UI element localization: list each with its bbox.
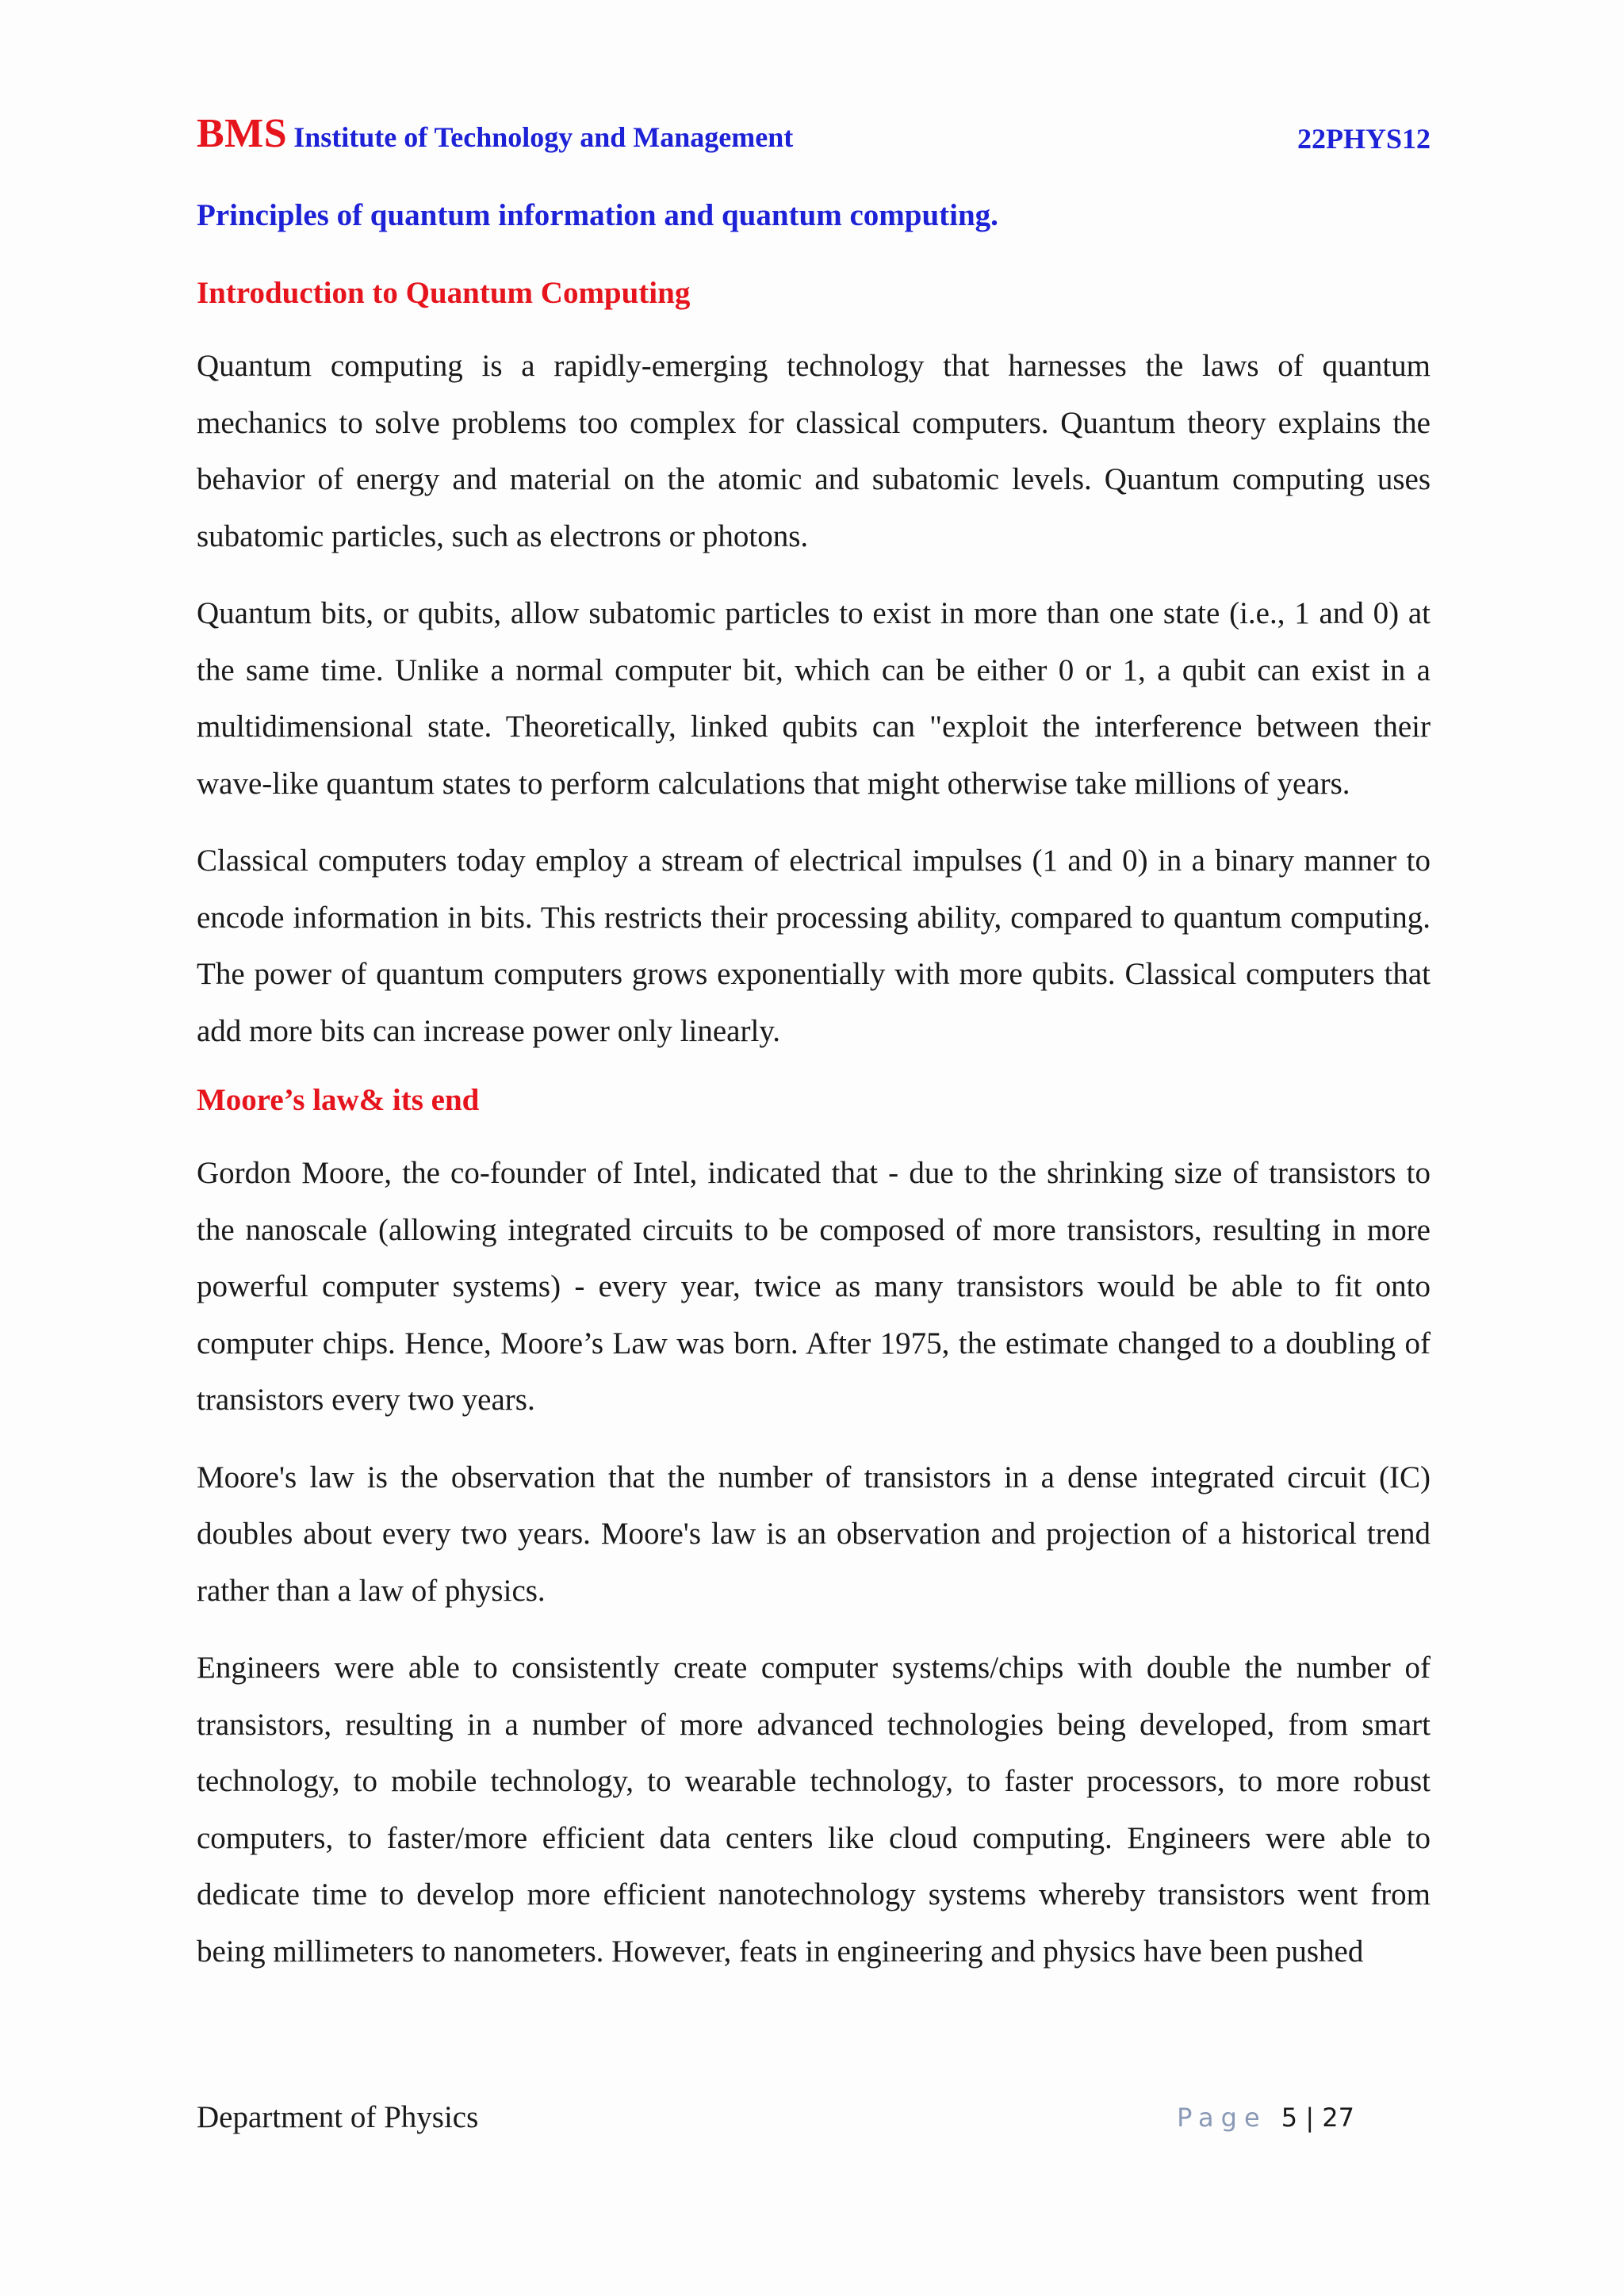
institution-short-name: BMS xyxy=(197,111,288,156)
institution-full-name: Institute of Technology and Management xyxy=(293,121,794,153)
page-body xyxy=(197,195,1431,2000)
institution-name xyxy=(197,110,793,157)
section-intro-quantum-computing xyxy=(197,273,1431,1059)
paragraph: Quantum computing is a rapidly-emerging technology that harnesses the laws of quantum mechanics to solve problems too complex for classical computers. Quantum theory explains the behavior of energy and material on the atomic and subatomic levels. Quantum computing uses subatomic particles, such as electrons or photons. xyxy=(197,349,1431,553)
course-code: 22PHYS12 xyxy=(1297,123,1431,155)
page-current: 5 xyxy=(1281,2103,1298,2133)
page-number xyxy=(1177,2103,1354,2133)
section-heading: Moore’s law& its end xyxy=(197,1083,480,1117)
unit-title: Principles of quantum information and quantum computing. xyxy=(197,198,998,232)
paragraph: Quantum bits, or qubits, allow subatomic particles to exist in more than one state (i.e., 1 and 0) at the same time. Unlike a normal computer bit, which can be either 0 or 1, a qubit can exist in a multidimensional state. Theoretically, linked qubits can "exploit the interference between their wave-like quantum states to perform calculations that might otherwise take millions of years. xyxy=(197,596,1431,801)
department-name: Department of Physics xyxy=(197,2100,479,2134)
page-separator: | xyxy=(1305,2103,1315,2133)
paragraph: Moore's law is the observation that the number of transistors in a dense integrated circuit (IC) doubles about every two years. Moore's law is an observation and projection of a historical trend rather than a law of physics. xyxy=(197,1460,1431,1608)
paragraph: Engineers were able to consistently create computer systems/chips with double the number of transistors, resulting in a number of more advanced technologies being developed, from smart technology, to mobile technology, to wearable technology, to faster processors, to more robust computers, to faster/more efficient data centers like cloud computing. Engineers were able to dedicate time to develop more efficient nanotechnology systems whereby transistors went from being millimeters to nanometers. However, feats in engineering and physics have been pushed xyxy=(197,1651,1431,1969)
section-moores-law xyxy=(197,1080,1431,1980)
paragraph: Gordon Moore, the co-founder of Intel, indicated that - due to the shrinking size of transistors to the nanoscale (allowing integrated circuits to be composed of more transistors, resulting in more powerful computer systems) - every year, twice as many transistors would be able to fit onto computer chips. Hence, Moore’s Law was born. After 1975, the estimate changed to a doubling of transistors every two years. xyxy=(197,1156,1431,1417)
paragraph: Classical computers today employ a stream of electrical impulses (1 and 0) in a binary manner to encode information in bits. This restricts their processing ability, compared to quantum computing. The power of quantum computers grows exponentially with more qubits. Classical computers that add more bits can increase power only linearly. xyxy=(197,844,1431,1048)
page-footer xyxy=(197,2099,1354,2144)
page-label: Page xyxy=(1177,2103,1267,2133)
page-header xyxy=(197,101,1431,157)
section-heading: Introduction to Quantum Computing xyxy=(197,276,691,310)
page-total: 27 xyxy=(1322,2103,1354,2133)
